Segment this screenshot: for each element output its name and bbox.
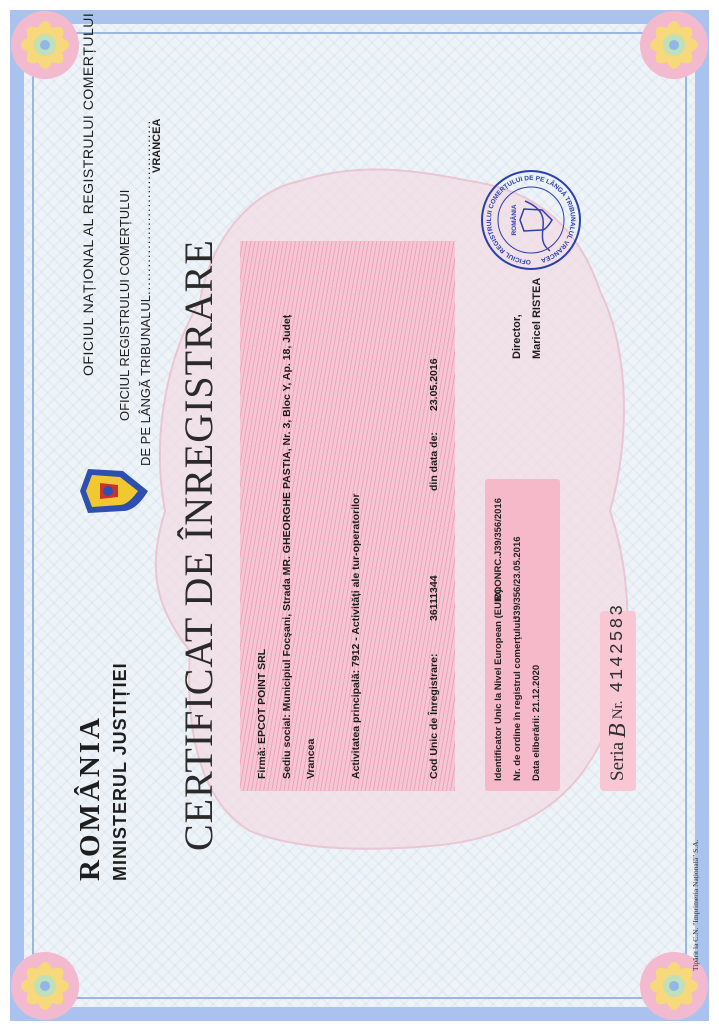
registered-office-line1: Sediu social: Municipiul Focșani, Strada MR. GHEORGHE PASTIA, Nr. 3, Bloc Y, Ap. 18, Județ [281,314,293,779]
serial-number: 4142583 [608,602,628,693]
coat-of-arms-icon [78,461,150,521]
local-office-dots: ...................................... [138,119,153,296]
registry-number-value: J39/356/23.05.2016 [512,536,523,621]
director-name: Maricel RISTEA [531,277,543,359]
euid-value: ROONRC.J39/356/2016 [493,498,504,601]
ministry-name: MINISTERUL JUSTIȚIEI [110,662,130,881]
local-office-line1: OFICIUL REGISTRULUI COMERȚULUI [117,189,132,421]
serial-number-box [600,602,636,791]
certificate-title: CERTIFICAT DE ÎNREGISTRARE [176,239,221,851]
registered-office-line2: Vrancea [305,738,317,779]
official-stamp-icon [480,169,582,271]
director-title: Director, [511,314,523,359]
firm-name: Firmă: EPCOT POINT SRL [256,648,268,779]
main-info-panel [240,241,455,791]
main-activity: Activitatea principală: 7912 - Activități ale tur-operatorilor [350,493,362,779]
euid-label: Identificator Unic la Nivel European (EUID): [493,586,504,781]
issue-date: Data eliberării: 21.12.2020 [531,664,542,781]
stamp-inner-text: ROMÂNIA [511,204,518,236]
country-name: ROMÂNIA [74,715,106,881]
date-value: 23.05.2016 [428,358,440,411]
date-label: din data de: [428,432,440,491]
stamp-outer-text: OFICIUL REGISTRULUI COMERȚULUI DE PE LÂNGĂ TRIBUNALUL VRANCEA [485,174,577,266]
serial-nr-label: Nr. [609,700,626,720]
cui-label: Cod Unic de Înregistrare: [428,653,440,779]
national-office-name: OFICIUL NAȚIONAL AL REGISTRULUI COMERȚULUI [80,12,96,376]
serial-label: Seria [607,741,628,781]
cui-value: 36111344 [428,575,440,621]
county-name: VRANCEA [151,118,163,173]
local-office-tribunal: DE PE LÂNGĂ TRIBUNALUL [138,295,153,466]
registry-number-label: Nr. de ordine în registrul comerțului: [512,616,523,781]
svg-text:OFICIUL REGISTRULUI COMERȚULUI [486,175,576,265]
serial-letter: B [604,723,631,738]
printer-note: Tipărit la C.N. "Imprimeria Națională" S.A. [691,839,700,971]
